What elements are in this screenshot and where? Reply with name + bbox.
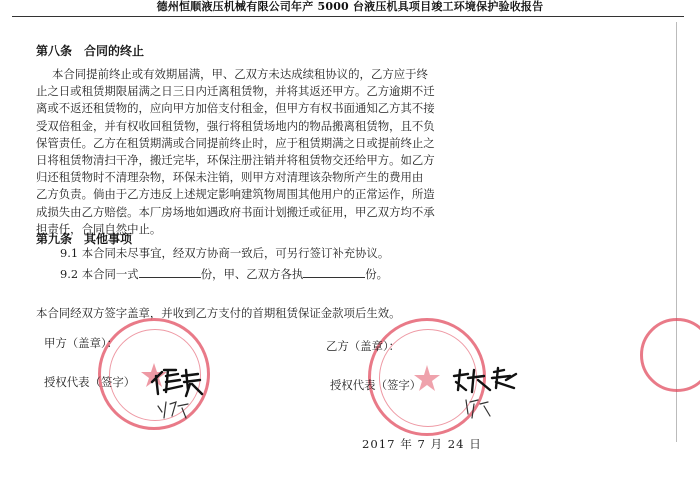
effective-clause: 本合同经双方签字盖章，并收到乙方支付的首期租赁保证金款项后生效。: [36, 306, 401, 320]
party-b-rep-label: 授权代表（签字）: [330, 378, 422, 392]
copies-label: 9.2 本合同一式: [60, 267, 139, 281]
each-copies-blank: [303, 266, 365, 278]
party-a-rep-label: 授权代表（签字）: [44, 375, 136, 389]
copies-blank: [139, 266, 201, 278]
partial-seal: [640, 318, 700, 392]
article-9-item-1: 9.1 本合同未尽事宜，经双方协商一致后，可另行签订补充协议。: [60, 246, 390, 260]
party-b-label: 乙方（盖章）：: [326, 339, 401, 353]
article-9-item-2: [60, 266, 388, 281]
article-8-body: [36, 66, 572, 238]
article-8-line: 日将租赁物清扫干净，搬迁完毕，环保注册注销并将租赁物交还给甲方。如乙方: [36, 153, 435, 168]
article-8-heading: 第八条 合同的终止: [36, 44, 145, 58]
article-8-line: 乙方负责。倘由于乙方违反上述规定影响建筑物周围其他用户的正常运作，所造: [36, 187, 435, 202]
article-8-line: 离或不返还租赁物的，应向甲方加倍支付租金，但甲方有权书面通知乙方其不接: [36, 101, 435, 116]
party-a-signature: [146, 362, 216, 422]
party-a-label: 甲方（盖章）：: [44, 336, 119, 350]
article-8-line: 归还租赁物时不清理杂物，环保未注销，则甲方对清理该杂物所产生的费用由: [36, 170, 424, 185]
each-party-label: 份，甲、乙双方各执: [200, 267, 304, 281]
article-8-line: 本合同提前终止或有效期届满，甲、乙双方未达成续租协议的，乙方应于终: [52, 67, 428, 81]
article-8-line: 担责任，合同自然中止。: [36, 221, 162, 236]
article-8-line: 成损失由乙方赔偿。本厂房场地如遇政府书面计划搬迁或征用，甲乙双方均不承: [36, 204, 435, 219]
article-8-line: 受双倍租金，并有权收回租赁物，强行将租赁场地内的物品搬离租赁物，且不负: [36, 118, 435, 133]
party-b-signature: [444, 364, 534, 422]
article-9-heading: 第九条 其他事项: [36, 232, 133, 246]
article-8-line: 止之日或租赁期限届满之日三日内迁离租赁物，并将其返还甲方。乙方逾期不迁: [36, 84, 435, 99]
article-8-line: 保管责任。乙方在租赁期满或合同提前终止时，应于租赁期满之日或提前终止之: [36, 135, 435, 150]
copies-suffix: 份。: [365, 267, 389, 281]
header-rule: [12, 16, 684, 17]
signing-date: 2017 年 7 月 24 日: [362, 437, 482, 451]
report-header: 德州恒顺液压机械有限公司年产 5000 台液压机具项目竣工环境保护验收报告: [156, 0, 544, 13]
